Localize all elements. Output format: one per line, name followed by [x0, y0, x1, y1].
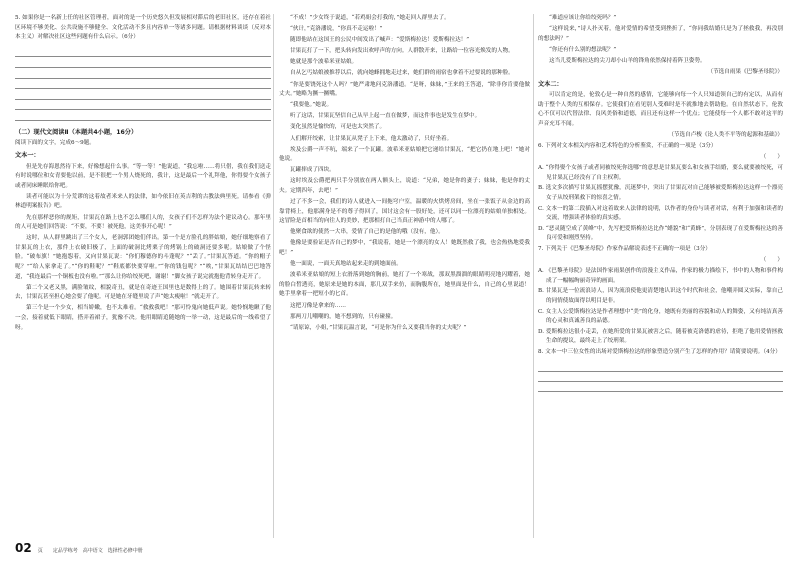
answer-line[interactable] — [538, 362, 783, 372]
answer-line[interactable] — [15, 57, 271, 68]
passage-paragraph: 瓦罐摔成了四块。 — [290, 167, 335, 174]
passage-paragraph: 变化虽然是愉快的，可是也太突然了。 — [290, 124, 386, 131]
option-d[interactable]: D. 爱斯梅拉达很小走丢，在她所爱的甘果瓦被害之后，随着被克洛德的虐待，拒绝了他用爱情拯救生命的提议，最终走上了绞刑架。 — [538, 328, 783, 345]
passage-paragraph: “伙计，”克洛潘说，“你真不走运啦！” — [290, 26, 383, 33]
question-7-prompt: 7. 下列关于《巴黎圣母院》作家作品解说表述不正确的一项是（3分） — [538, 245, 711, 252]
answer-line[interactable] — [15, 47, 271, 58]
answer-line[interactable] — [15, 68, 271, 79]
passage-paragraph: 读者可能以为十分荒谬的这着故者米来人的法律，如今依旧在英吉利的古教法典里死。请参看《弹林道明案报告》吧。 — [15, 193, 271, 210]
passage-paragraph: 他聚食欲的使然一大串，爱情了自己的是他的哦（没有，他）。 — [290, 229, 444, 236]
answer-line[interactable] — [15, 110, 271, 121]
passage-paragraph: 他像是要验证是否自己的梦中，“我说着，她是一个漂亮的女人！她既然救了我，也会热热地爱我吧！” — [279, 240, 530, 257]
passage-paragraph: 随即他站在这国王的公民中间发出了喊声：“爱斯梅拉达！爱斯梅拉达！” — [290, 37, 470, 44]
option-d[interactable]: D. “恶灵随空成了黄峰”中，先写把爱斯梅拉达比作“蜡貌”和“黄蜂”，分别表现了在爱斯梅拉达的善良可爱和刚烈坚持。 — [538, 225, 783, 242]
passage-paragraph: “你是要饶死这个人吗？”她严肃地问克洛潘道。“是呀，妹妹，”王来的王答道，“除非你肯要他做丈夫。”她略为撅一撅嘴。 — [279, 81, 530, 98]
passage-paragraph: 这把刀像是拿来的…… — [290, 302, 346, 309]
question-6-prompt: 6. 下列对文本相关内容和艺术特色的分析鉴赏，不正确的一项是（3分） — [538, 143, 717, 150]
page-number: 02 — [15, 541, 32, 555]
section-title: （二）现代文阅读Ⅱ（本题共4小题，16分） — [15, 128, 138, 136]
passage-paragraph: 甘果瓦打了一下，把头转向发出欢呼声的方向。人群散开来，让路给一位容光焕发的人物。 — [290, 48, 514, 55]
passage-paragraph: 她就是那个波希米亚姑娘。 — [290, 59, 358, 66]
answer-line[interactable] — [538, 382, 783, 392]
option-c[interactable]: C. 文本一的第二段插入对这着故来人法律的说明，以作者的身份与读者对话，有利于加强和读者的交流，增强读者体验的真实感。 — [538, 205, 783, 222]
passage-paragraph: “难道应该让你给绞死吗？” — [549, 15, 617, 21]
text2-label: 文本二： — [538, 80, 563, 88]
passage-paragraph: 第二个又老又黑，满脸皱纹，相貌奇丑，就是在奇迹王国里也是数得上的了。她围着甘果瓦转来转去，甘果瓦甚至担心她会要了他呢。可是她在牙缝里说了声“她太瘦啦！”就走开了。 — [15, 284, 271, 301]
answer-line[interactable] — [15, 100, 271, 111]
passage-paragraph: “我要他。”她说。 — [290, 102, 333, 109]
question-5-prompt: 5. 如果你是一名新上任的社区管理者，面对的是一个历史悠久但发展相对滞后的老旧社区，还存在着社区环境不够美化、公共设施不够健全、文化活动不多且内容单一等诸多问题。请根据材料谈谈（反对本本主义）对解决社区这些问题有什么启示。（6分） — [15, 15, 271, 41]
passage-paragraph: 这时，从人群里跳出了三个女人，老洞郭团她们伴出。第一个是方脸孔的胖姑娘，她仔细地察看了甘果瓦的上衣，那件上衣破旧极了，上面的破洞比烤栗子的烤锅上的破洞还要多呢。姑娘做了个怪脸。“破布旗！”她抱怨着，又向甘果瓦说：“你们穆德你的斗蓬呢？”“丢了。”甘果瓦答道。“你的帽子呢？”“给人家拿走了。”“你的鞋呢？”“鞋底都快要穿啦。”“你的钱包呢？”“唉，”甘果瓦结结巴巴地答道，“我连最后一个铜板也没有啦。”“那么让你给绞死吧，谢谢！”脚女孩子说完就抱他背转身走开了。 — [15, 235, 271, 280]
answer-paren[interactable]: （ ） — [760, 257, 783, 264]
answer-line[interactable] — [538, 372, 783, 382]
passage-paragraph: 但是先存海恩然待下来，好像想起什么事。“等一等！”他说道，“我忘啦……将只借，我在我们送走有时说哪位和女青要他以前，是不很把一个男人烧死的，我计，这是最后一个礼拜他，你得要个女孩子或者同床睡眠给你吧。 — [15, 163, 271, 189]
option-a[interactable]: A. 《巴黎圣母院》是法国作家雨果创作的浪漫主义作品，作家的极力描绘下，书中的人物和事件构成了一幅幅绚丽奇异的画面。 — [538, 268, 783, 284]
column-divider — [533, 14, 534, 538]
right-column — [538, 14, 783, 399]
answer-lines-q5[interactable] — [15, 47, 271, 121]
option-a[interactable]: A. “你得娶个女孩子或者同被绞死你选哪”的意思是甘果瓦要么和女孩手结婚，要么就要被绞死，可见甘果瓦已经没有了自主权利。 — [538, 165, 783, 181]
footer-info: 页 定品学练考 高中语文 选择性必修中册 — [37, 548, 143, 554]
column-divider — [273, 14, 274, 538]
answer-line[interactable] — [15, 79, 271, 90]
passage-paragraph: 这时埃及公爵把两只手分别放在两人额头上，说道：“兄弟，她是你的妻子；妹妹，他是你的丈夫。定期四年，去吧！” — [279, 178, 530, 194]
passage-paragraph: “你还有什么别的想法呢？” — [549, 46, 617, 53]
passage-paragraph: 先在那样恶你的规矩，甘果瓦在路上也不怎么哪们人的，女孩子们不怎样为法个建议动心。那年里的人可是她们回答说：“不要，不要！被死他，这美事开心呢！” — [15, 214, 271, 231]
source-citation: （节选自卢梭《论人类不平等的起源和基础》） — [668, 131, 783, 138]
option-b[interactable]: B. 选文多次描写甘果瓦摇摆犹豫，沉迷梦中，突出了甘果瓦对自己能够被爱斯梅拉达这样一个漂亮女子从绞刑架救下的惊喜之情。 — [538, 185, 783, 201]
option-b[interactable]: B. 甘果瓦是一位流浪诗人，因为流浪使他更清楚地认识这个时代和社会，他嘲弄圆又实际，靠自己的同情使故面得以明目是非。 — [538, 288, 783, 304]
text1-label: 文本一： — [15, 152, 40, 160]
passage-paragraph: “这样说来，”诗人扑灭着，他对爱情的希望受到挫折了，“你同我结婚只是为了拯救我，再没别的想法吗？” — [538, 26, 783, 42]
option-c[interactable]: C. 女主人公爱斯梅拉达是作者理想中“美”的化身，她既有美丽的容貌和动人的舞姿，又有纯洁真善的心灵和真诚善良的品德。 — [538, 308, 783, 325]
passage-paragraph: 过了不多一会，我们的诗人就进入一间拖穹户室，温暖的火烘烤房间，坐在一张饭子从金边的高靠背椅上，他那满身是不的尊子得回了，国讨这会有一股好处，还可以同一位漂亮的姑娘单独相处。这冒险是首相当的向往人的美妙，把那相打自己当真正神游中的人哪了。 — [279, 199, 530, 225]
answer-paren[interactable]: （ ） — [760, 154, 783, 161]
passage-paragraph: 人们解开绞索，让甘果瓦从凳子上下来，他太激动了，只好坐着。 — [290, 135, 453, 142]
passage-paragraph: 波希米亚姑娘的短上衣滑落到她的胸前，她打了一个寒战，那双黑溜溜的眼睛明亮地闪耀着，她的脸白皙透亮，她原来是她的本面，那几双手来仿，而胸腹所在，她里面是什么，自己的心里说道！她手里拿着一把短小的匕首。 — [279, 272, 530, 298]
passage-paragraph: 那两刀儿嘲嘲的，她不想到的，只有碰撞。 — [290, 313, 397, 320]
passage-paragraph: 听了这话，甘果瓦坚信自己从早上起一直在做梦，而这件事也是发生在梦中。 — [290, 113, 481, 120]
passage-paragraph: 自从乞丐姑娘被推荐以后，就向她蜂拥地走过来，她们群的雨宿也拿着不过要说的那种脸。 — [290, 70, 514, 77]
question-8-prompt: 8. 文本一中三位女性的出场对爱斯梅拉达的形象塑造分别产生了怎样的作用？请简要说明。（4分） — [538, 348, 781, 355]
passage-paragraph: 埃及公爵一声不吭，端来了一个瓦罐。波希米亚姑娘把它递给甘果瓦，“把它扔在地上吧！”她对他说。 — [279, 146, 530, 163]
passage-paragraph: 第三个是一个少女，相当娇嫩，也不太难看。“救救我吧！”那可怜鬼向她低声说。她怜悯地瞅了他一会，接着就低下眼睛，搭弄着裙子，犹豫不决。他用眼睛追随她的一举一动，这是最后的一线希望了呀。 — [15, 305, 271, 331]
left-column — [15, 14, 271, 335]
source-citation: （节选自雨果《巴黎圣母院》） — [707, 68, 783, 75]
page-footer — [15, 541, 143, 555]
passage-paragraph: “不成！”少女终于说道，“若鸡姐会打我的，”她走回人群里去了。 — [290, 15, 450, 21]
passage-closing: 这当儿爱斯梅拉达的尖刀却小山羊的锋角依然保持着阵卫姿势。 — [549, 57, 706, 64]
answer-lines-q8[interactable] — [538, 362, 783, 392]
middle-column — [279, 14, 530, 335]
passage-paragraph: 他一面说，一面天真地站起来走的到她面前。 — [290, 261, 402, 268]
passage-paragraph: “请原谅，小姐，”甘果瓦温言说，“可是你为什么又要我当你的丈夫呢？” — [290, 324, 467, 331]
passage-paragraph: 可以肯定的是，伦敦心是一种自然的感情，它能够向每一个人只知道领自己的有定以，从而有助于整个人类的互相保存。它使我们在看见别人受难时是不就推地去帮助他。在自然状态下，伦敦心不仅可以代替法律、良风美俗和道德，而且还有这样一个优点；它能使每一个人都不敢对这平的声音充耳不闻。 — [538, 92, 783, 127]
answer-line[interactable] — [15, 89, 271, 100]
section-instruction: 阅读下面的文字，完成6～9题。 — [15, 140, 95, 147]
